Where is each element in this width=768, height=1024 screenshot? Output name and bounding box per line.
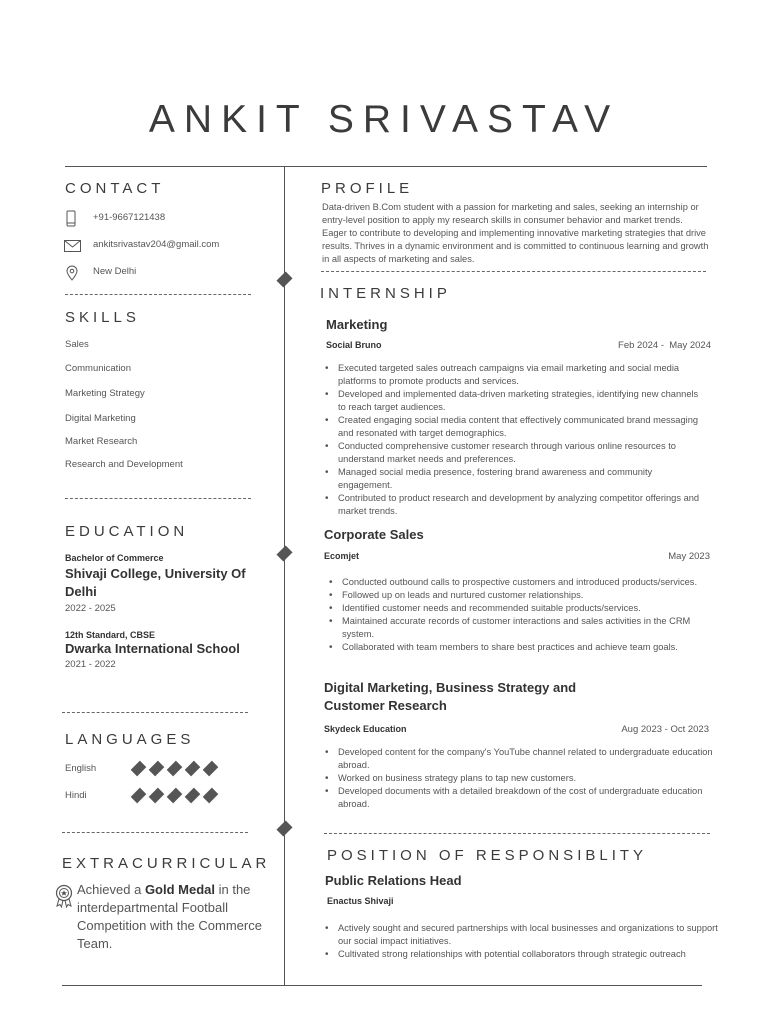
position-role: Public Relations Head bbox=[325, 873, 462, 888]
position-bullets bbox=[322, 922, 720, 961]
job-dates: Feb 2024 - May 2024 bbox=[618, 340, 711, 351]
rating-diamond bbox=[203, 761, 219, 777]
position-org: Enactus Shivaji bbox=[327, 896, 394, 906]
bullet-item: • Developed and implemented data-driven marketing strategies, identifying new channels to reach target audiences. bbox=[338, 388, 708, 414]
bullet-item: • Created engaging social media content that effectively communicated brand messaging and resonated with target demographics. bbox=[338, 414, 708, 440]
contact-email: ankitsrivastav204@gmail.com bbox=[93, 239, 220, 250]
bullet-item: • Collaborated with team members to share best practices and achieve team goals. bbox=[342, 641, 718, 654]
job-bullets bbox=[322, 746, 722, 811]
job-title: Digital Marketing, Business Strategy and Customer Research bbox=[324, 680, 577, 713]
education-degree: Bachelor of Commerce bbox=[65, 553, 164, 563]
resume-name: ANKIT SRIVASTAV bbox=[148, 98, 620, 141]
bullet-item: • Conducted outbound calls to prospective customers and introduced products/services. bbox=[342, 576, 718, 589]
mail-icon bbox=[64, 240, 81, 252]
divider bbox=[62, 712, 248, 713]
profile-heading: PROFILE bbox=[321, 180, 414, 197]
extracurricular-heading: EXTRACURRICULAR bbox=[62, 855, 271, 872]
education-years: 2022 - 2025 bbox=[65, 603, 116, 614]
phone-icon bbox=[66, 210, 76, 227]
education-school: Dwarka International School bbox=[65, 641, 240, 656]
divider bbox=[324, 833, 710, 834]
bullet-item: • Developed documents with a detailed breakdown of the cost of undergraduate education abroad. bbox=[338, 785, 722, 811]
divider bbox=[321, 271, 706, 272]
language-rating bbox=[132, 762, 217, 775]
skills-heading: SKILLS bbox=[65, 309, 140, 326]
rating-diamond bbox=[185, 788, 201, 804]
footer-rule bbox=[62, 985, 702, 986]
bullet-item: • Conducted comprehensive customer research through various online resources to understand market needs and preferences. bbox=[338, 440, 708, 466]
location-pin-icon bbox=[66, 265, 78, 281]
contact-phone: +91-9667121438 bbox=[93, 212, 166, 223]
bullet-item: • Actively sought and secured partnerships with local businesses and organizations to support our social impact initiatives. bbox=[338, 922, 720, 948]
job-dates: Aug 2023 - Oct 2023 bbox=[621, 724, 709, 735]
job-dates: May 2023 bbox=[668, 551, 710, 562]
timeline-diamond bbox=[276, 545, 292, 561]
internship-heading: INTERNSHIP bbox=[320, 285, 451, 302]
divider bbox=[62, 832, 248, 833]
bullet-item: • Worked on business strategy plans to tap new customers. bbox=[338, 772, 722, 785]
rating-diamond bbox=[131, 761, 147, 777]
languages-heading: LANGUAGES bbox=[65, 731, 195, 748]
rating-diamond bbox=[131, 788, 147, 804]
job-company: Social Bruno bbox=[326, 340, 382, 350]
skill-item: Research and Development bbox=[65, 459, 183, 470]
skill-item: Communication bbox=[65, 363, 131, 374]
rating-diamond bbox=[149, 788, 165, 804]
contact-location: New Delhi bbox=[93, 266, 137, 277]
bullet-item: • Contributed to product research and development by analyzing competitor offerings and market trends. bbox=[338, 492, 708, 518]
education-years: 2021 - 2022 bbox=[65, 659, 116, 670]
contact-heading: CONTACT bbox=[65, 180, 165, 197]
language-rating bbox=[132, 789, 217, 802]
bullet-item: • Developed content for the company's YouTube channel related to undergraduate education abroad. bbox=[338, 746, 722, 772]
medal-icon bbox=[54, 884, 74, 908]
language-name: English bbox=[65, 763, 97, 774]
bullet-item: • Managed social media presence, fostering brand awareness and community engagement. bbox=[338, 466, 708, 492]
rating-diamond bbox=[203, 788, 219, 804]
timeline-diamond bbox=[276, 820, 292, 836]
position-heading: POSITION OF RESPONSIBLITY bbox=[327, 847, 648, 864]
skill-item: Digital Marketing bbox=[65, 413, 136, 424]
header-rule bbox=[65, 166, 707, 167]
divider bbox=[65, 498, 251, 499]
timeline-diamond bbox=[276, 271, 292, 287]
bullet-item: • Executed targeted sales outreach campaigns via email marketing and social media platforms to promote products and services. bbox=[338, 362, 708, 388]
job-bullets bbox=[322, 362, 708, 518]
divider bbox=[65, 294, 251, 295]
rating-diamond bbox=[167, 761, 183, 777]
education-school: Shivaji College, University Of Delhi bbox=[65, 566, 246, 599]
skill-item: Marketing Strategy bbox=[65, 388, 145, 399]
rating-diamond bbox=[149, 761, 165, 777]
skill-item: Sales bbox=[65, 339, 89, 350]
skill-item: Market Research bbox=[65, 436, 138, 447]
extracurricular-text: Achieved a Gold Medal in the interdepartmental Football Competition with the Commerce Team. bbox=[77, 882, 262, 951]
job-bullets bbox=[326, 576, 718, 654]
rating-diamond bbox=[167, 788, 183, 804]
timeline-line bbox=[284, 166, 285, 986]
rating-diamond bbox=[185, 761, 201, 777]
job-company: Ecomjet bbox=[324, 551, 360, 561]
bullet-item: • Cultivated strong relationships with potential collaborators through strategic outreach bbox=[338, 948, 720, 961]
job-title: Corporate Sales bbox=[324, 527, 424, 542]
education-heading: EDUCATION bbox=[65, 523, 189, 540]
bullet-item: • Identified customer needs and recommended suitable products/services. bbox=[342, 602, 718, 615]
bullet-item: • Maintained accurate records of customer interactions and sales activities in the CRM system. bbox=[342, 615, 718, 641]
education-degree: 12th Standard, CBSE bbox=[65, 630, 156, 640]
job-title: Marketing bbox=[326, 317, 388, 332]
language-name: Hindi bbox=[65, 790, 87, 801]
bullet-item: • Followed up on leads and nurtured customer relationships. bbox=[342, 589, 718, 602]
profile-summary: Data-driven B.Com student with a passion for marketing and sales, seeking an internship or entry-level position to apply my research skills in consumer behavior and market trends. Eager to contribute to developing and implementing innovative marketing strategies that drive results. Thrives in a dynamic environment and is committed to continuous learning and growth in all aspects of marketing and sales. bbox=[322, 202, 709, 264]
job-company: Skydeck Education bbox=[324, 724, 407, 734]
